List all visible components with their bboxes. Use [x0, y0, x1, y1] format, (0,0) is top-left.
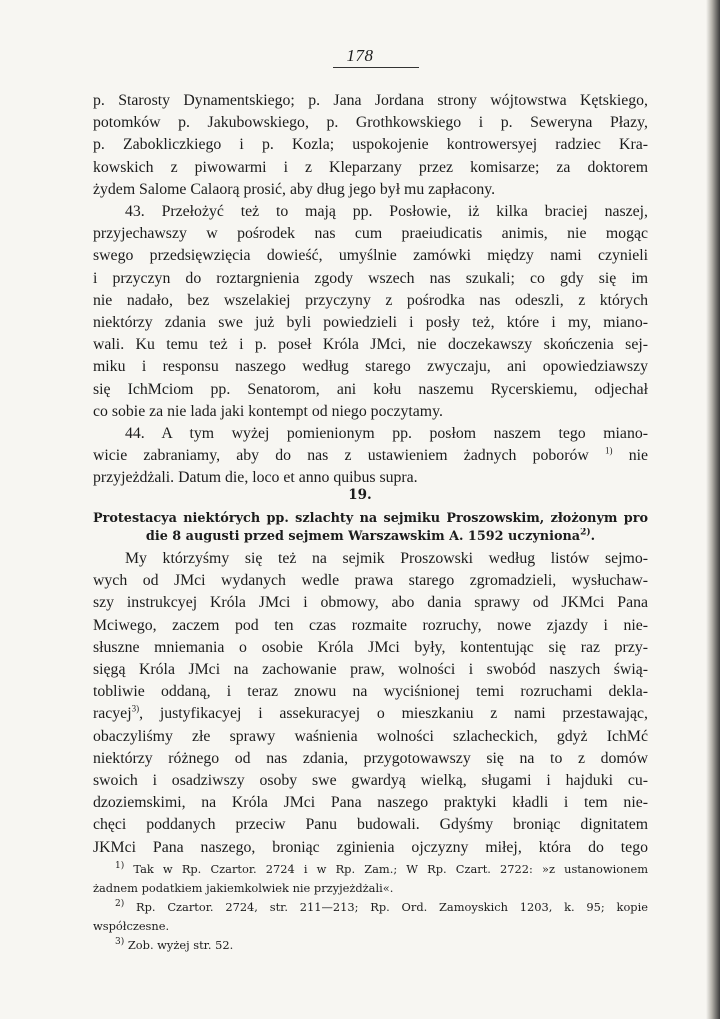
text-line: kowskich z piwowarmi i z Kleparzany przez komisarze; za doktorem: [93, 158, 648, 176]
footnote-ref-1: 1): [605, 445, 613, 456]
text-fragment: wicie zabraniamy, aby do nas z ustawieniem żadnych poborów: [93, 447, 589, 465]
heading-line: Protestacya niektórych pp. szlachty na sejmiku Proszowskim, złożonym pro: [93, 511, 648, 526]
text-line: p. Starosty Dynamentskiego; p. Jana Jordana strony wójtowstwa Kętskiego,: [93, 92, 648, 109]
page-number-rule: [333, 67, 419, 68]
footnote-text: Zob. wyżej str. 52.: [127, 938, 234, 952]
document-number: 19.: [348, 487, 372, 503]
page-edge-shadow: [706, 0, 720, 1019]
text-line: sięgą Króla JMci na zachowanie praw, wolności i swobód naszych świą-: [93, 661, 648, 679]
text-line: swoich i osadziwszy osoby swe gwardyą wielką, sługami i hajduki cu-: [93, 772, 648, 790]
footnote-3: [93, 936, 648, 955]
text-line: potomków p. Jakubowskiego, p. Grothkowskiego i p. Seweryna Płazy,: [93, 114, 648, 132]
paragraph-start: My którzyśmy się też na sejmik Proszowski według listów sejmo-: [125, 550, 648, 567]
footnote-ref-2: 2): [580, 528, 591, 538]
text-line: chęci poddanych przeciw Panu budowali. Gdyśmy broniąc dignitatem: [93, 816, 648, 834]
footnote-2: [93, 898, 648, 917]
paragraph-44-start: 44. A tym wyżej pomienionym pp. posłom naszem tego miano-: [125, 425, 648, 443]
text-line: wali. Ku temu też i p. poseł Króla JMci, nie doczekawszy skończenia sej-: [93, 336, 648, 354]
heading-fragment: .: [590, 529, 596, 544]
footnote-1-cont: żadnem podatkiem jakiemkolwiek nie przyjeżdżali«.: [93, 881, 394, 895]
text-line: i przyczyn do roztargnienia zgody wszech nas szukali; co gdy się im: [93, 269, 648, 287]
text-line: obaczyliśmy złe sprawy waśnienia wolności szlacheckich, gdyż IchMć: [93, 727, 648, 745]
footnote-text: Rp. Czartor. 2724, str. 211—213; Rp. Ord. Zamoyskich 1203, k. 95; kopie: [136, 900, 648, 914]
text-fragment: , justyfikacyej i assekuracyej o mieszkaniu z nami przestawając,: [139, 705, 648, 723]
text-line: dzoziemskimi, na Króla JMci Pana naszego praktyki kładli i tem nie-: [93, 794, 648, 812]
text-fragment: racyej: [93, 705, 132, 723]
text-line: słuszne mniemania o osobie Króla JMci były, kontentując się raz przy-: [93, 638, 648, 656]
text-line: szy instrukcyej Króla JMci i obmowy, abo dania sprawy od JKMci Pana: [93, 594, 648, 612]
footnote-ref-3: 3): [131, 704, 140, 715]
footnote-1: [93, 860, 648, 879]
footnote-2-cont: współczesne.: [93, 919, 170, 933]
text-line: tobliwie oddaną, i teraz znowu na wyciśnionej temi rozruchami dekla-: [93, 683, 648, 701]
section-2-text: [93, 548, 648, 859]
text-fragment: nie: [612, 447, 648, 465]
footnote-marker: 3): [115, 937, 125, 948]
text-line: przyjeżdżali. Datum die, loco et anno quibus supra.: [93, 469, 418, 487]
heading-line: [93, 528, 648, 546]
text-line-with-footnote: [93, 703, 648, 725]
footnote-text: Tak w Rp. Czartor. 2724 i w Rp. Zam.; W Rp. Czart. 2722: »z ustanowionem: [133, 862, 648, 876]
text-line: niektórzy różnego od nas zdania, przygotowawszy się na to z domów: [93, 749, 648, 767]
text-line: p. Zabokliczkiego i p. Kozla; uspokojenie kontrowersyej radziec Kra-: [93, 136, 648, 154]
text-line: przyjechawszy w pośrodek nas cum praeiudicatis animis, nie mogąc: [93, 225, 648, 243]
text-line: Mciwego, zaczem pod ten czas rozmaite rozruchy, nowe zjazdy i nie-: [93, 616, 648, 634]
footnote-marker: 2): [115, 899, 125, 910]
text-line: niektórzy zdania swe już byli powiedzieli i posły też, które i my, miano-: [93, 314, 648, 332]
heading-fragment: die 8 augusti przed sejmem Warszawskim A. 1592 uczyniona: [145, 529, 581, 544]
text-line: żydem Salome Calaorą prosić, aby dług jego był mu zapłacony.: [93, 180, 496, 198]
text-line: miku i responsu naszego według starego zwyczaju, ani opowiedziawszy: [93, 358, 648, 376]
text-line-with-footnote: [93, 445, 648, 467]
paragraph-43-start: 43. Przełożyć też to mają pp. Posłowie, iż kilka braciej naszej,: [125, 203, 648, 221]
document-heading: [93, 510, 648, 546]
section-1-text: [93, 90, 648, 490]
text-line: co sobie za nie lada jaki kontempt od niego poczytamy.: [93, 402, 443, 420]
footnote-marker: 1): [115, 861, 125, 872]
page-number: 178: [346, 46, 374, 65]
text-line: nie nadało, bez wszelakiej przyczyny z pośrodka nas odeszli, z których: [93, 291, 648, 309]
text-line: JKMci Pana naszego, broniąc zginienia ojczyzny miłej, która do tego: [93, 838, 648, 856]
text-line: wych od JMci wydanych wedle prawa starego zgromadzieli, wysłuchaw-: [93, 572, 648, 590]
text-line: się IchMciom pp. Senatorom, ani kołu naszemu Rycerskiemu, odjechał: [93, 380, 648, 398]
text-line: swego przedsięwzięcia dowieść, umyślnie zamówki między nami czynieli: [93, 247, 648, 265]
footnotes: [93, 860, 648, 955]
